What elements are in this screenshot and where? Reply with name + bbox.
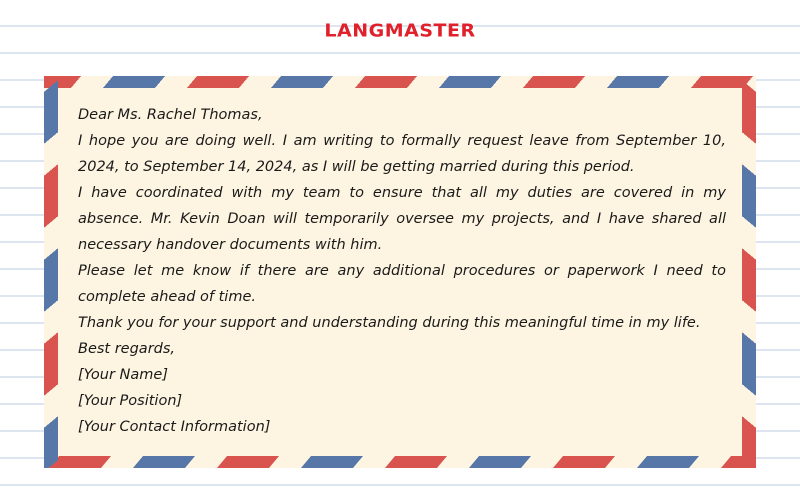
signature-name: [Your Name]	[78, 367, 168, 383]
envelope-border-top	[44, 76, 756, 88]
signature-position: [Your Position]	[78, 393, 183, 409]
airmail-envelope	[44, 76, 756, 468]
letter-closing: Best regards,	[78, 341, 176, 357]
letter-body	[78, 102, 726, 440]
brand-logo: LANGMASTER	[324, 20, 476, 42]
letter-paragraph: Thank you for your support and understanding during this meaningful time in my life.	[78, 315, 701, 331]
letter-paragraph: Please let me know if there are any additional procedures or paperwork I need to complete ahead of time.	[78, 263, 726, 305]
envelope-border-left	[44, 106, 58, 446]
letter-paragraph: I have coordinated with my team to ensure that all my duties are covered in my absence. Mr. Kevin Doan will temporarily oversee my projects, and I have shared all necessary handover documents with him.	[78, 185, 726, 253]
signature-contact: [Your Contact Information]	[78, 419, 271, 435]
envelope-border-bottom	[44, 456, 756, 468]
letter-paragraph: I hope you are doing well. I am writing to formally request leave from September 10, 2024, to September 14, 2024, as I will be getting married during this period.	[78, 133, 726, 175]
envelope-border-right	[742, 106, 756, 446]
letter-salutation: Dear Ms. Rachel Thomas,	[78, 107, 263, 123]
